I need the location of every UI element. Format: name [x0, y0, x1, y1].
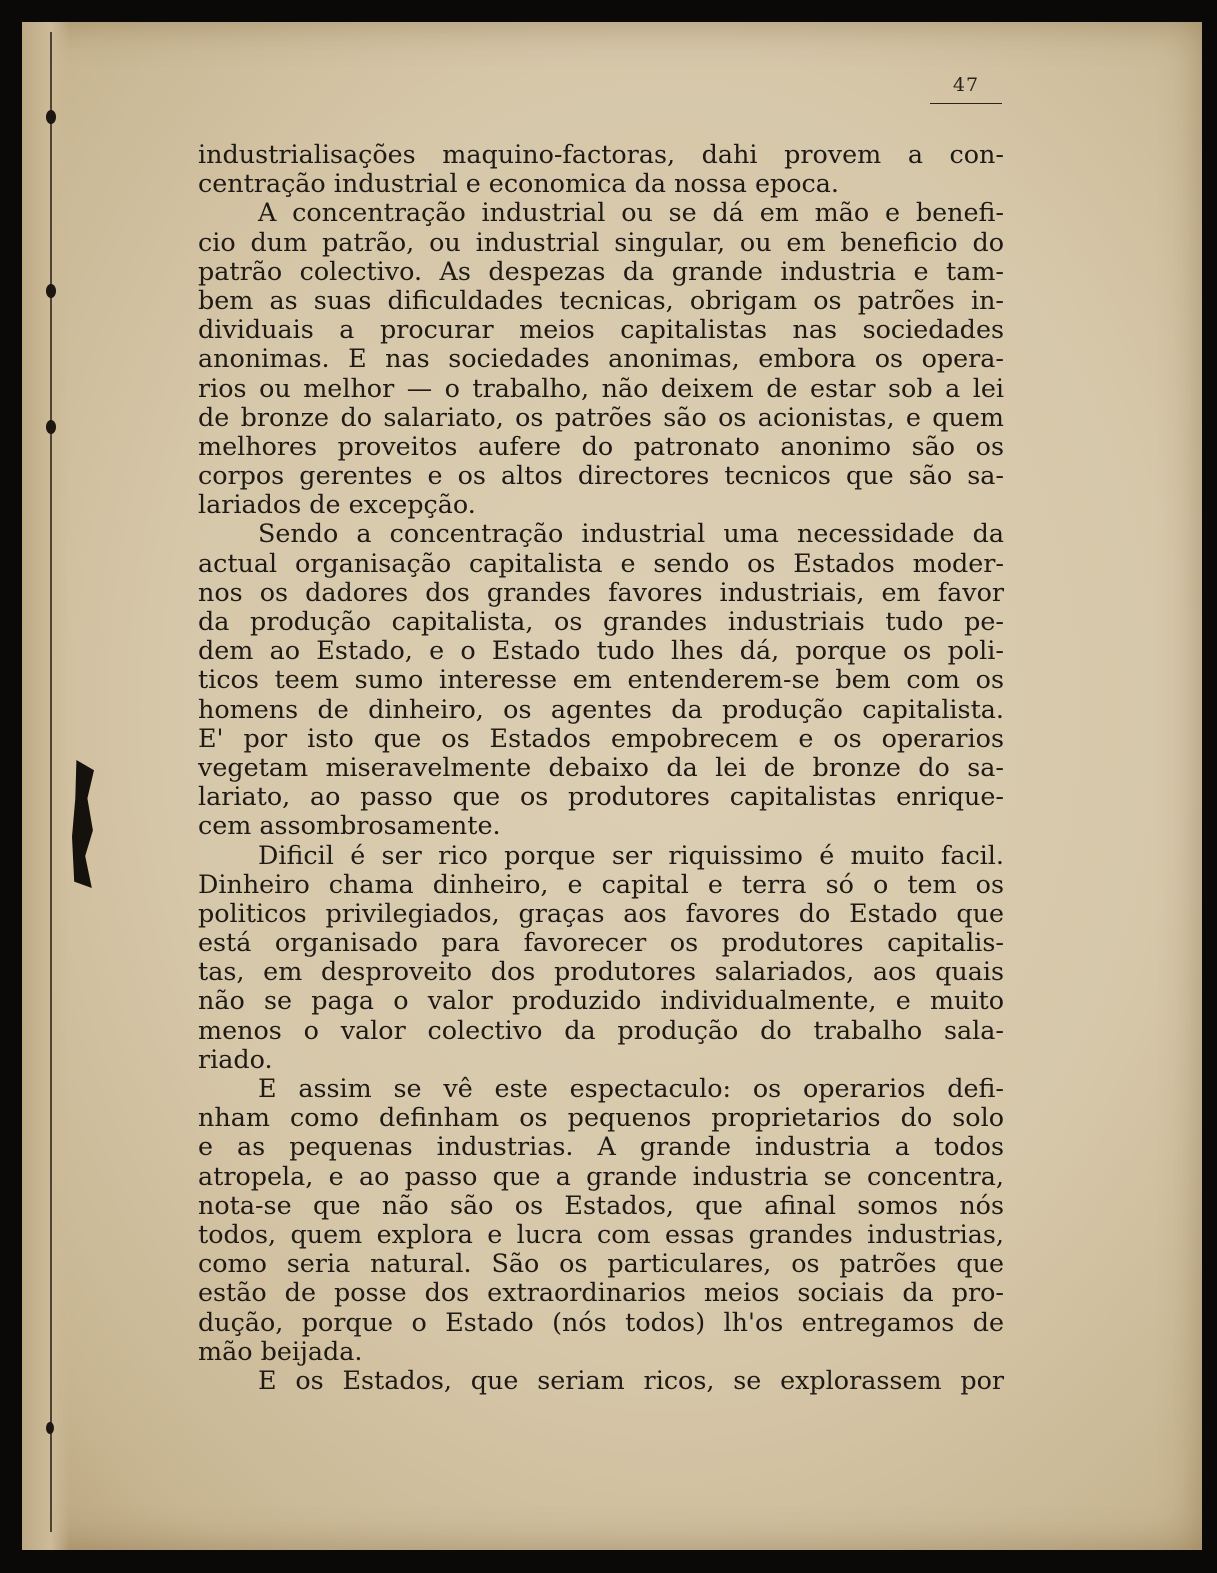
binding-edge: [22, 22, 70, 1550]
text-line: Sendo a concentração industrial uma necessidade da: [258, 518, 1004, 549]
text-line: lariato, ao passo que os produtores capitalistas enrique-: [198, 781, 1004, 812]
text-line: cem assombrosamente.: [198, 810, 501, 841]
text-line: tas, em desproveito dos produtores salariados, aos quais: [198, 956, 1004, 987]
text-line: de bronze do salariato, os patrões são os acionistas, e quem: [198, 401, 1004, 432]
text-line: E assim se vê este espectaculo: os operarios defi-: [258, 1073, 1004, 1103]
text-line: homens de dinheiro, os agentes da produção capitalista.: [198, 693, 1004, 724]
body-text: [198, 140, 1004, 1395]
text-line: cio dum patrão, ou industrial singular, ou em beneficio do: [198, 226, 1004, 257]
binding-thread-mark: [46, 284, 56, 298]
text-line: menos o valor colectivo da produção do trabalho sala-: [198, 1014, 1004, 1045]
text-line: lariados de excepção.: [198, 489, 476, 520]
text-line: todos, quem explora e lucra com essas grandes industrias,: [198, 1218, 1004, 1249]
binding-thread-mark: [46, 110, 56, 124]
text-line: actual organisação capitalista e sendo os Estados moder-: [198, 547, 1004, 578]
text-line: vegetam miseravelmente debaixo da lei de bronze do sa-: [198, 751, 1004, 782]
binding-thread-mark: [46, 420, 56, 434]
page-tear-mark: [72, 760, 94, 888]
binding-rule: [50, 32, 52, 1532]
text-line: e as pequenas industrias. A grande industria a todos: [198, 1131, 1004, 1162]
text-line: E os Estados, que seriam ricos, se explorassem por: [258, 1364, 1004, 1395]
text-line: nos os dadores dos grandes favores industriais, em favor: [198, 576, 1004, 607]
text-line: riado.: [198, 1043, 273, 1074]
text-line: melhores proveitos aufere do patronato anonimo são os: [198, 430, 1004, 461]
text-line: dividuais a procurar meios capitalistas nas sociedades: [198, 314, 1004, 345]
header-rule: [930, 103, 1002, 104]
text-line: industrialisações maquino-factoras, dahi provem a con-: [198, 139, 1004, 169]
text-line: politicos privilegiados, graças aos favores do Estado que: [198, 897, 1004, 928]
text-line: patrão colectivo. As despezas da grande industria e tam-: [198, 255, 1004, 286]
text-line: como seria natural. São os particulares, os patrões que: [198, 1248, 1004, 1279]
text-line: dução, porque o Estado (nós todos) lh'os entregamos de: [198, 1306, 1004, 1337]
text-line: dem ao Estado, e o Estado tudo lhes dá, porque os poli-: [198, 635, 1004, 666]
text-line: corpos gerentes e os altos directores tecnicos que são sa-: [198, 460, 1004, 491]
text-line: nham como definham os pequenos proprietarios do solo: [198, 1102, 1004, 1133]
text-line: rios ou melhor — o trabalho, não deixem de estar sob a lei: [198, 372, 1004, 403]
text-line: da produção capitalista, os grandes industriais tudo pe-: [198, 606, 1004, 636]
text-line: anonimas. E nas sociedades anonimas, embora os opera-: [198, 343, 1004, 374]
page-number: 47: [952, 74, 980, 96]
text-line: está organisado para favorecer os produtores capitalis-: [198, 927, 1004, 958]
scanned-book-page: [22, 22, 1202, 1550]
text-line: bem as suas dificuldades tecnicas, obrigam os patrões in-: [198, 284, 1004, 315]
text-line: centração industrial e economica da nossa epoca.: [198, 168, 839, 199]
text-line: nota-se que não são os Estados, que afinal somos nós: [198, 1189, 1004, 1220]
text-line: estão de posse dos extraordinarios meios sociais da pro-: [198, 1277, 1004, 1308]
text-line: ticos teem sumo interesse em entenderem-se bem com os: [198, 664, 1004, 695]
binding-thread-mark: [46, 1422, 54, 1434]
text-line: não se paga o valor produzido individualmente, e muito: [198, 985, 1004, 1016]
text-line: atropela, e ao passo que a grande industria se concentra,: [198, 1160, 1004, 1191]
text-line: Dinheiro chama dinheiro, e capital e terra só o tem os: [198, 868, 1004, 899]
text-line: E' por isto que os Estados empobrecem e os operarios: [198, 722, 1004, 753]
text-line: A concentração industrial ou se dá em mão e benefi-: [258, 197, 1004, 228]
text-line: mão beijada.: [198, 1335, 363, 1366]
text-line: Dificil é ser rico porque ser riquissimo é muito facil.: [258, 839, 1004, 870]
